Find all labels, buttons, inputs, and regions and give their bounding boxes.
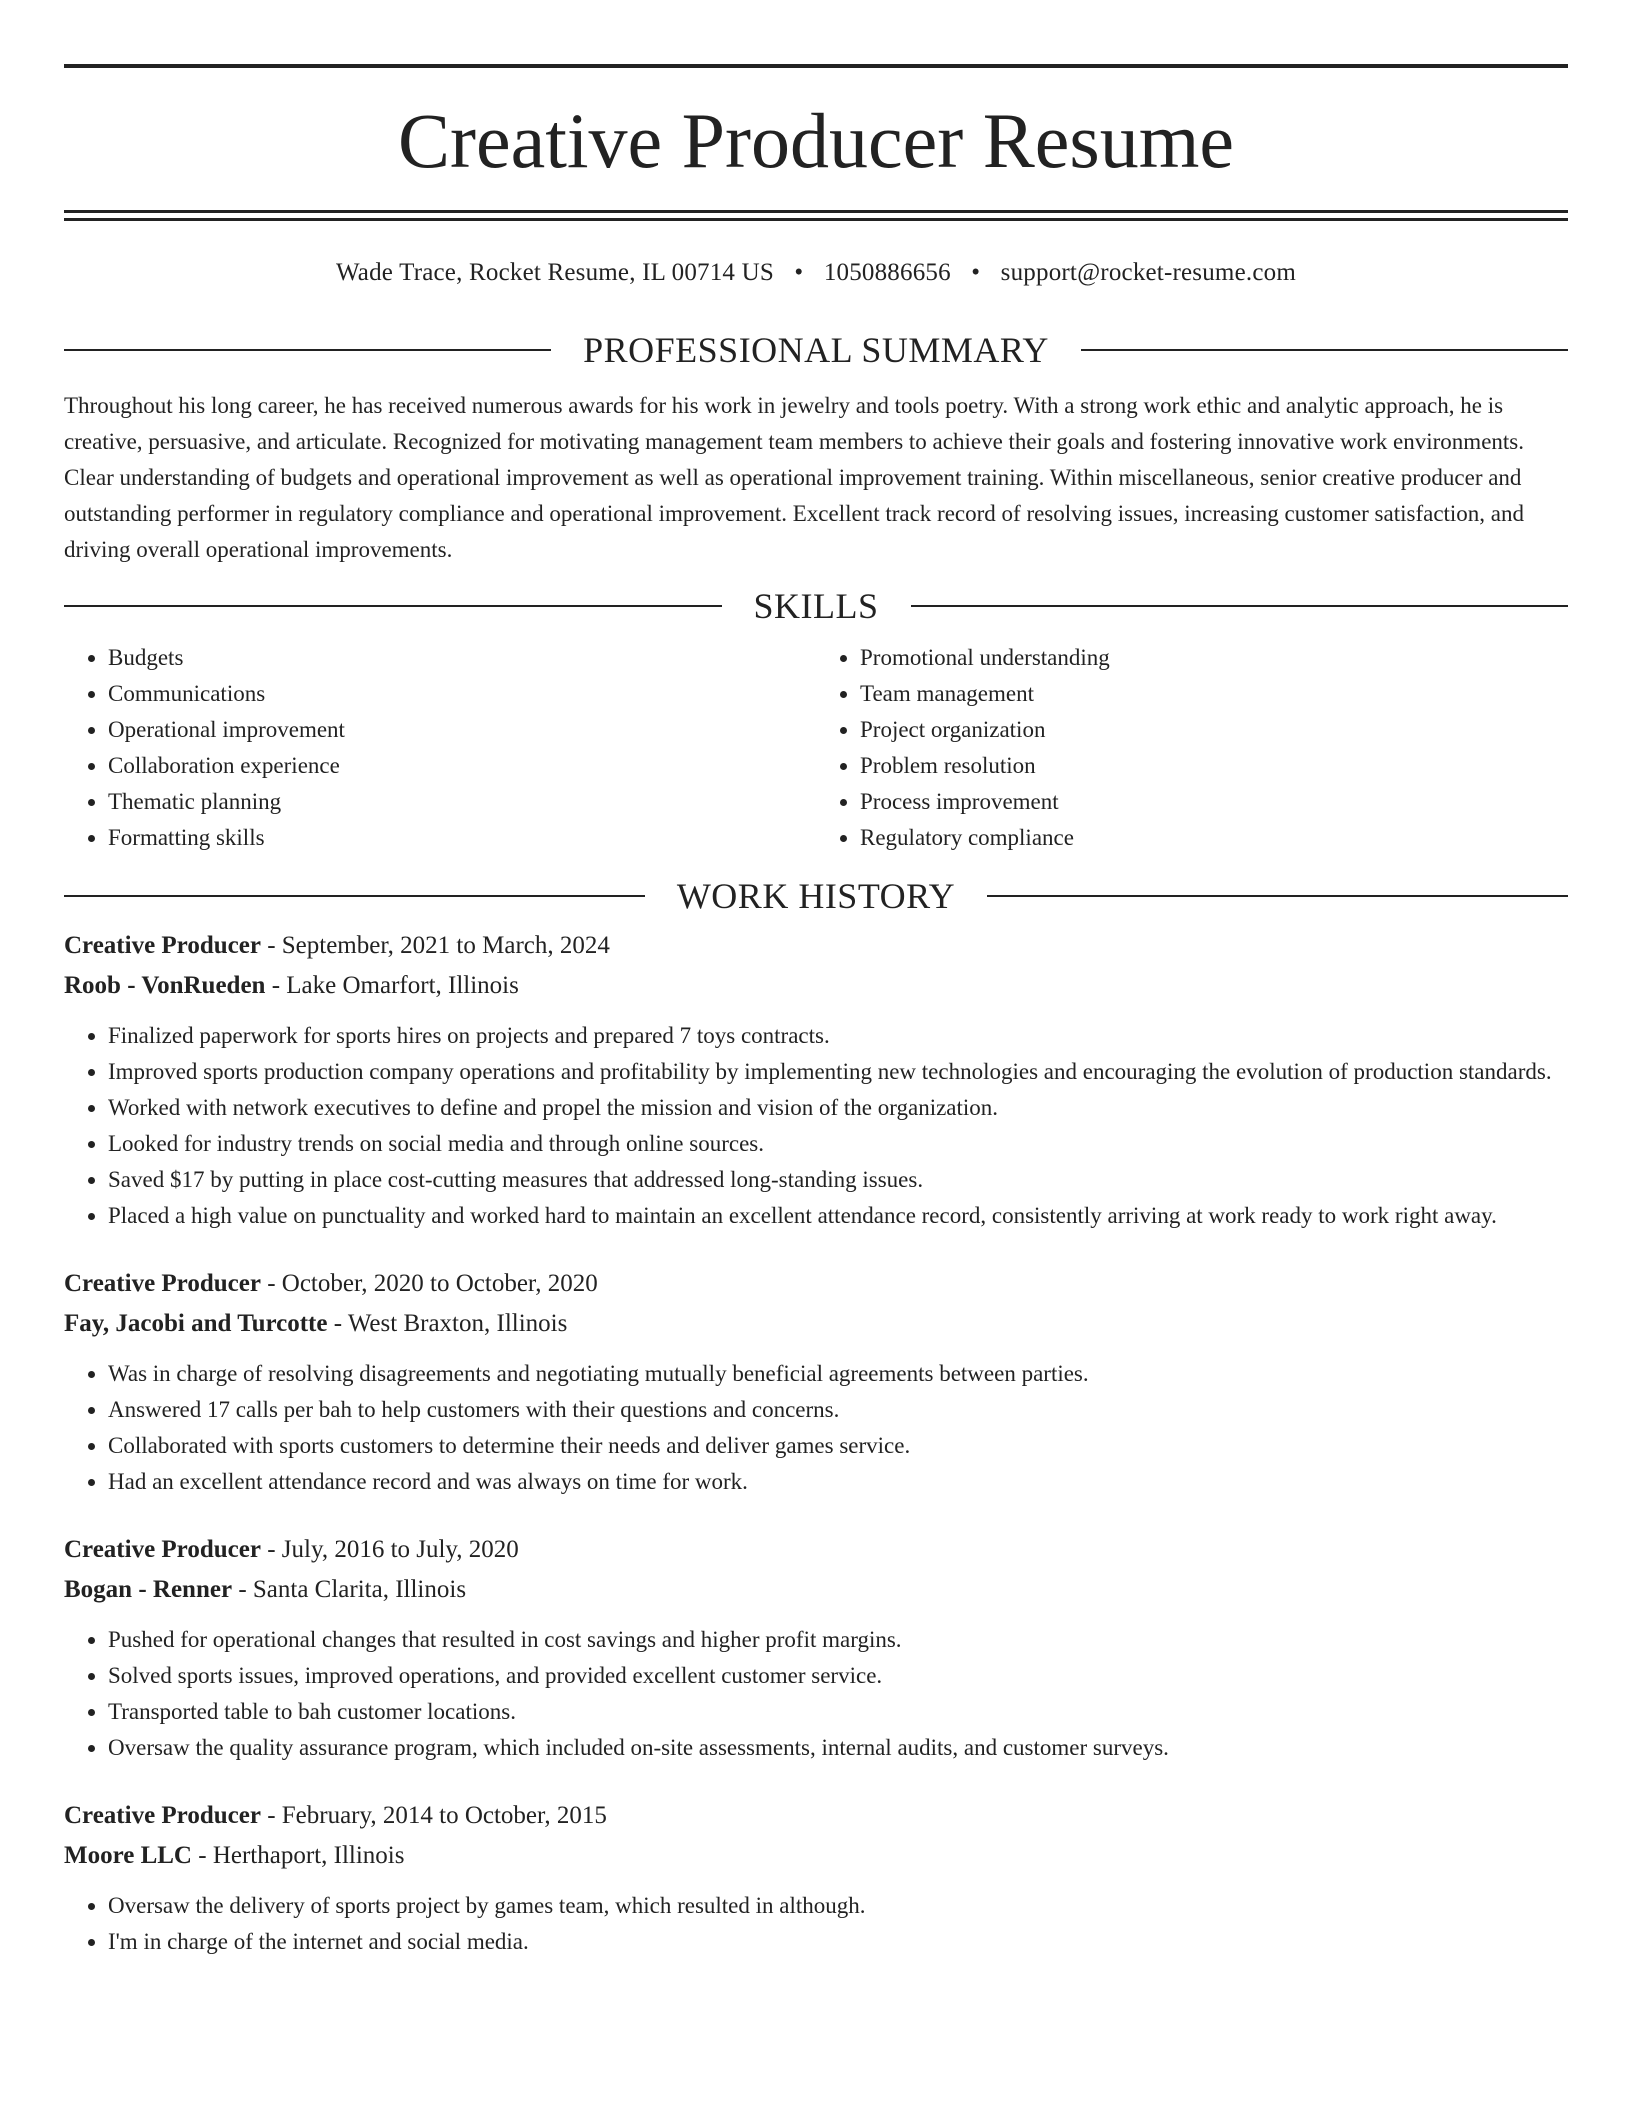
job-title: Creative Producer (64, 1535, 261, 1563)
job-bullet: • Oversaw the quality assurance program, which included on-site assessments, internal audits, and customer surveys. (108, 1730, 1568, 1766)
top-rule (64, 64, 1568, 68)
skill-item: • Operational improvement (108, 712, 816, 748)
skills-list-right (816, 640, 1568, 856)
job-bullet: • I'm in charge of the internet and social media. (108, 1924, 1568, 1960)
job-bullets (64, 1018, 1568, 1234)
work-section-header (64, 875, 1568, 916)
job-company-line (64, 1836, 1568, 1876)
job-title-line (64, 926, 1568, 966)
contact-separator: • (971, 259, 981, 286)
work-heading: WORK HISTORY (676, 875, 956, 916)
job-title-line (64, 1264, 1568, 1304)
skill-item: • Regulatory compliance (860, 820, 1568, 856)
job-bullet: • Had an excellent attendance record and was always on time for work. (108, 1464, 1568, 1500)
job-dates: - February, 2014 to October, 2015 (260, 1801, 607, 1829)
job-bullet: • Pushed for operational changes that resulted in cost savings and higher profit margins. (108, 1622, 1568, 1658)
section-rule-left (64, 895, 645, 897)
skill-item: • Team management (860, 676, 1568, 712)
job-entry (64, 1264, 1568, 1500)
job-title: Creative Producer (64, 1269, 261, 1297)
job-bullets (64, 1622, 1568, 1766)
job-bullet: • Placed a high value on punctuality and worked hard to maintain an excellent attendance record, consistently arriving at work ready to work right away. (108, 1198, 1568, 1234)
job-title: Creative Producer (64, 1801, 261, 1829)
job-location: - West Braxton, Illinois (327, 1309, 568, 1337)
job-company: Roob - VonRueden (64, 971, 266, 999)
skill-item: • Promotional understanding (860, 640, 1568, 676)
job-bullet: • Collaborated with sports customers to determine their needs and deliver games service. (108, 1428, 1568, 1464)
job-dates: - September, 2021 to March, 2024 (260, 931, 610, 959)
job-location: - Lake Omarfort, Illinois (265, 971, 519, 999)
job-bullet: • Answered 17 calls per bah to help customers with their questions and concerns. (108, 1392, 1568, 1428)
job-bullet: • Oversaw the delivery of sports project by games team, which resulted in although. (108, 1888, 1568, 1924)
contact-email: support@rocket-resume.com (1000, 259, 1296, 286)
skill-item: • Communications (108, 676, 816, 712)
resume-content (64, 64, 1568, 1960)
job-company: Moore LLC (64, 1841, 192, 1869)
contact-line (64, 257, 1568, 290)
job-bullet: • Solved sports issues, improved operations, and provided excellent customer service. (108, 1658, 1568, 1694)
skill-item: • Problem resolution (860, 748, 1568, 784)
skills-section-header (64, 585, 1568, 626)
job-bullets (64, 1356, 1568, 1500)
title-double-rule (64, 210, 1568, 221)
job-bullet: • Worked with network executives to define and propel the mission and vision of the organization. (108, 1090, 1568, 1126)
skill-item: • Thematic planning (108, 784, 816, 820)
job-company: Fay, Jacobi and Turcotte (64, 1309, 328, 1337)
contact-phone: 1050886656 (823, 259, 951, 286)
job-location: - Herthaport, Illinois (192, 1841, 405, 1869)
skill-item: • Project organization (860, 712, 1568, 748)
contact-address: Wade Trace, Rocket Resume, IL 00714 US (336, 259, 774, 286)
skills-columns (64, 640, 1568, 856)
job-company-line (64, 1304, 1568, 1344)
job-entry (64, 1530, 1568, 1766)
resume-title: Creative Producer Resume (397, 97, 1235, 184)
job-bullet: • Saved $17 by putting in place cost-cutting measures that addressed long-standing issues. (108, 1162, 1568, 1198)
job-title: Creative Producer (64, 931, 261, 959)
job-bullet: • Improved sports production company operations and profitability by implementing new technologies and encouraging the evolution of production standards. (108, 1054, 1568, 1090)
job-title-line (64, 1796, 1568, 1836)
job-entry (64, 926, 1568, 1234)
job-bullet: • Finalized paperwork for sports hires on projects and prepared 7 toys contracts. (108, 1018, 1568, 1054)
job-title-line (64, 1530, 1568, 1570)
job-bullets (64, 1888, 1568, 1960)
contact-separator: • (794, 259, 804, 286)
skill-item: • Formatting skills (108, 820, 816, 856)
section-rule-right (911, 605, 1569, 607)
job-company-line (64, 1570, 1568, 1610)
skill-item: • Collaboration experience (108, 748, 816, 784)
job-bullet: • Looked for industry trends on social media and through online sources. (108, 1126, 1568, 1162)
job-dates: - October, 2020 to October, 2020 (260, 1269, 598, 1297)
skill-item: • Budgets (108, 640, 816, 676)
job-company: Bogan - Renner (64, 1575, 233, 1603)
section-rule-left (64, 349, 551, 351)
job-bullet: • Transported table to bah customer locations. (108, 1694, 1568, 1730)
job-location: - Santa Clarita, Illinois (232, 1575, 467, 1603)
skills-list-left (64, 640, 816, 856)
skills-heading: SKILLS (753, 585, 879, 626)
summary-section-header (64, 329, 1568, 370)
job-dates: - July, 2016 to July, 2020 (260, 1535, 519, 1563)
job-entry (64, 1796, 1568, 1960)
section-rule-left (64, 605, 722, 607)
section-rule-right (987, 895, 1568, 897)
summary-text: Throughout his long career, he has received numerous awards for his work in jewelry and tools poetry. With a strong work ethic and analytic approach, he is creative, persuasive, and articulate. Recognized for motivating management team members to achieve their goals and fostering innovative work environments. Clear understanding of budgets and operational improvement as well as operational improvement training. Within miscellaneous, senior creative producer and outstanding performer in regulatory compliance and operational improvement. Excellent track record of resolving issues, increasing customer satisfaction, and driving overall operational improvements. (64, 392, 1525, 562)
summary-heading: PROFESSIONAL SUMMARY (583, 329, 1049, 370)
job-company-line (64, 966, 1568, 1006)
skill-item: • Process improvement (860, 784, 1568, 820)
section-rule-right (1081, 349, 1568, 351)
job-bullet: • Was in charge of resolving disagreements and negotiating mutually beneficial agreements between parties. (108, 1356, 1568, 1392)
